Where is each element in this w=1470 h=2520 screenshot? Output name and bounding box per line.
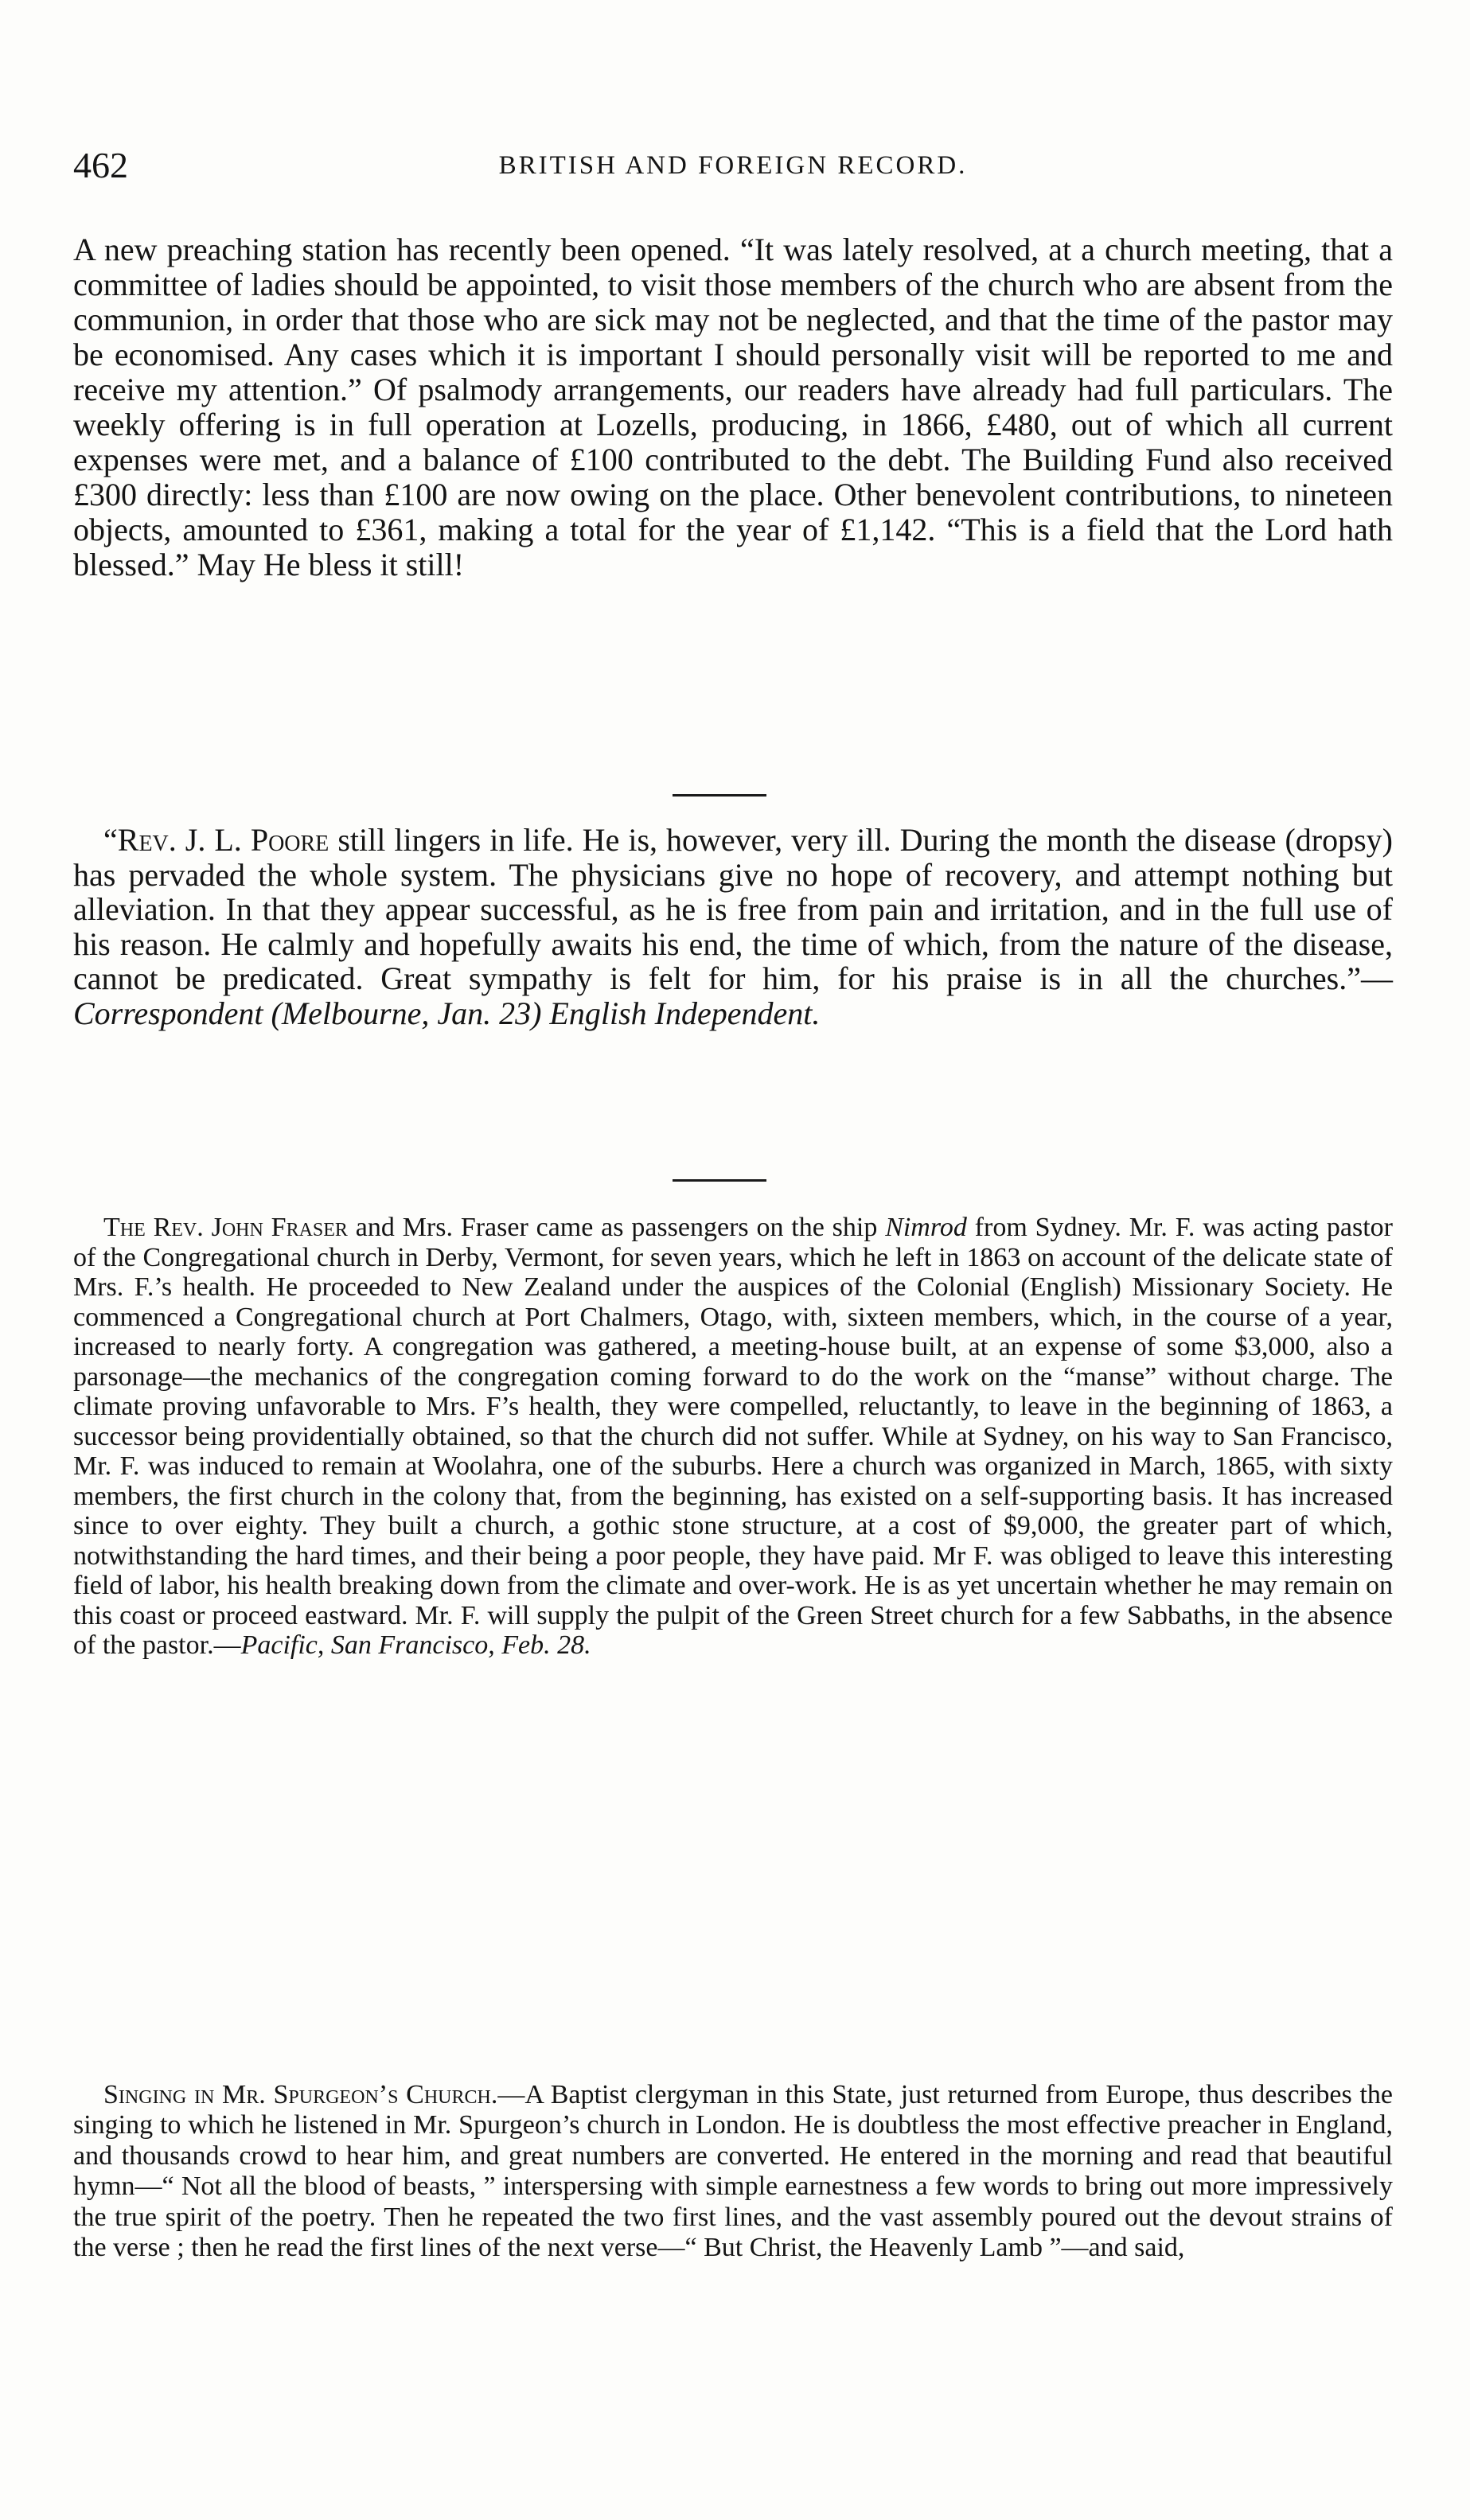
article-paragraph: [73, 823, 1393, 1030]
article-rev-fraser: [73, 1213, 1393, 1661]
source-citation: Correspondent (Melbourne, Jan. 23) English Independent.: [73, 995, 821, 1031]
article-body: and Mrs. Fraser came as passengers on the ship: [347, 1213, 886, 1242]
ship-name: Nimrod: [885, 1213, 967, 1242]
article-spurgeon-singing: [73, 2080, 1393, 2263]
person-name: Rev. J. L. Poore: [117, 822, 329, 858]
article-paragraph: [73, 1213, 1393, 1661]
section-divider: [673, 794, 766, 797]
person-name: The Rev. John Fraser: [103, 1213, 348, 1242]
article-rev-poore: [73, 823, 1393, 1030]
open-quote: “: [103, 822, 118, 858]
article-body: —A Baptist clergyman in this State, just returned from Europe, thus describes the singing to which he listened in Mr. Spurgeon’s church in London. He is doubtless the most effective preacher in England, and thousands crowd to hear him, and great numbers are converted. He entered in the morning and read that beautiful hymn—“ Not all the blood of beasts, ” interspersing with simple earnestness a few words to bring out more impressively the true spirit of the poetry. Then he repeated the two first lines, and the vast assembly poured out the devout strains of the verse ; then he read the first lines of the next verse—“ But Christ, the Heavenly Lamb ”—and said,: [73, 2080, 1393, 2263]
article-paragraph: A new preaching station has recently been opened. “It was lately resolved, at a church meeting, that a committee of ladies should be appointed, to visit those members of the church who are absent from the communion, in order that those who are sick may not be neglected, and that the time of the pastor may be economised. Any cases which it is important I should personally visit will be reported to me and receive my attention.” Of psalmody arrangements, our readers have already had full particulars. The weekly offering is in full operation at Lozells, producing, in 1866, £480, out of which all current expenses were met, and a balance of £100 contributed to the debt. The Building Fund also received £300 directly: less than £100 are now owing on the place. Other benevolent contributions, to nineteen objects, amounted to £361, making a total for the year of £1,142. “This is a field that the Lord hath blessed.” May He bless it still!: [73, 232, 1393, 582]
section-divider: [673, 1179, 766, 1182]
page-header: [73, 142, 1393, 189]
article-title: Singing in Mr. Spurgeon’s Church.: [103, 2080, 498, 2109]
source-citation: Pacific, San Francisco, Feb. 28.: [240, 1630, 591, 1660]
article-body: still lingers in life. He is, however, very ill. During the month the disease (dropsy) has pervaded the whole system. The physicians give no hope of recovery, and attempt nothing but alleviation. In that they appear successful, as he is free from pain and irritation, and in the full use of his reason. He calmly and hopefully awaits his end, the time of which, from the nature of the disease, cannot be predicated. Great sympathy is felt for him, for his praise is in all the churches.”—: [73, 822, 1393, 996]
article-paragraph: [73, 2080, 1393, 2263]
article-body: from Sydney. Mr. F. was acting pastor of the Congregational church in Derby, Vermont, for seven years, which he left in 1863 on account of the delicate state of Mrs. F.’s health. He proceeded to New Zealand under the auspices of the Colonial (English) Missionary Society. He commenced a Congregational church at Port Chalmers, Otago, with, sixteen members, which, in the course of a year, increased to nearly forty. A congregation was gathered, a meeting-house built, at an expense of some $3,000, also a parsonage—the mechanics of the congregation coming forward to do the work on the “manse” without charge. The climate proving unfavorable to Mrs. F’s health, they were compelled, reluctantly, to leave in the beginning of 1863, a successor being providentially obtained, so that the church did not suffer. While at Sydney, on his way to San Francisco, Mr. F. was induced to remain at Woolahra, one of the suburbs. Here a church was organized in March, 1865, with sixty members, the first church in the colony that, from the beginning, has existed on a self-supporting basis. It has increased since to over eighty. They built a church, a gothic stone structure, at a cost of $9,000, the greater part of which, notwithstanding the hard times, and their being a poor people, they have paid. Mr F. was obliged to leave this interesting field of labor, his health breaking down from the climate and over-work. He is as yet uncertain whether he may remain on this coast or proceed eastward. Mr. F. will supply the pulpit of the Green Street church for a few Sabbaths, in the absence of the pastor.—: [73, 1213, 1393, 1660]
page-number: 462: [73, 145, 128, 185]
running-head: BRITISH AND FOREIGN RECORD.: [498, 151, 968, 180]
article-preaching-station: [73, 232, 1393, 582]
